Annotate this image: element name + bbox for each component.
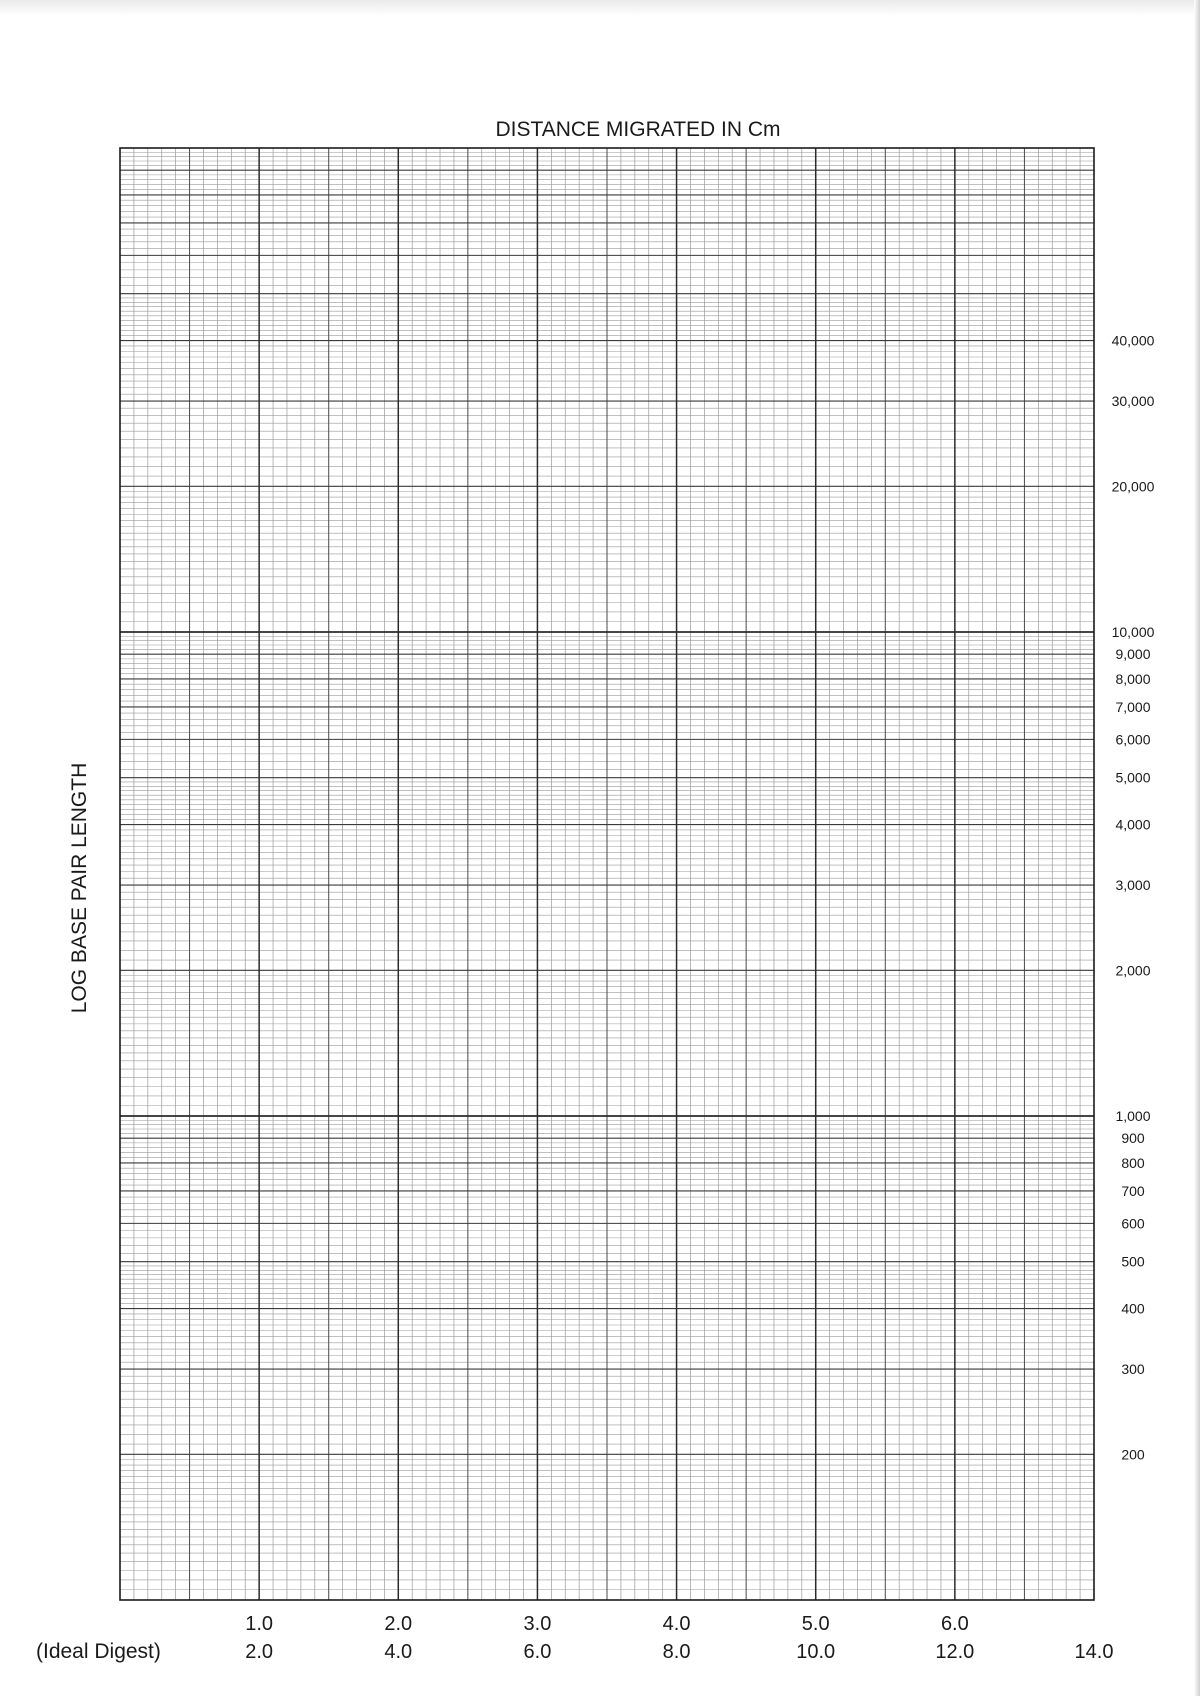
grid-mid-lines: [120, 148, 1094, 1600]
ideal-digest-label: (Ideal Digest): [36, 1640, 161, 1663]
x-digest-tick-label: 8.0: [662, 1641, 691, 1663]
y-tick-label: 7,000: [1115, 698, 1151, 715]
x-digest-tick-label: 4.0: [384, 1641, 413, 1663]
y-tick-label: 9,000: [1115, 646, 1151, 663]
y-tick-label: 6,000: [1115, 731, 1151, 748]
x-tick-label: 6.0: [940, 1613, 969, 1635]
y-axis-label: LOG BASE PAIR LENGTH: [68, 762, 91, 1014]
y-tick-label: 10,000: [1111, 624, 1155, 640]
y-tick-label: 1,000: [1115, 1108, 1151, 1124]
x-tick-label: 4.0: [662, 1613, 691, 1635]
x-tick-label: 5.0: [801, 1613, 830, 1635]
y-tick-label: 8,000: [1115, 670, 1151, 687]
x-digest-tick-label: 14.0: [1074, 1641, 1114, 1663]
y-tick-label: 300: [1121, 1361, 1145, 1378]
y-tick-label: 4,000: [1115, 816, 1151, 833]
y-tick-label: 40,000: [1111, 332, 1155, 349]
x-digest-tick-label: 6.0: [523, 1641, 552, 1663]
x-digest-tick-label: 10.0: [796, 1641, 836, 1663]
y-tick-label: 500: [1121, 1253, 1145, 1270]
x-tick-label: 2.0: [384, 1613, 413, 1635]
y-tick-label: 400: [1121, 1300, 1145, 1317]
x-tick-label: 3.0: [523, 1613, 552, 1635]
x-digest-tick-label: 12.0: [935, 1641, 975, 1663]
y-tick-label: 30,000: [1111, 393, 1155, 410]
y-tick-label: 700: [1121, 1182, 1145, 1199]
chart-title: DISTANCE MIGRATED IN Cm: [495, 118, 781, 141]
x-digest-tick-label: 2.0: [245, 1641, 274, 1663]
y-tick-label: 20,000: [1111, 478, 1155, 495]
x-tick-label: 1.0: [245, 1613, 274, 1635]
y-tick-label: 3,000: [1115, 877, 1151, 894]
y-tick-label: 200: [1121, 1446, 1145, 1463]
y-tick-label: 2,000: [1115, 962, 1151, 979]
y-tick-label: 600: [1121, 1215, 1145, 1232]
x-tick-labels: [245, 1613, 969, 1635]
y-tick-label: 800: [1121, 1154, 1145, 1171]
y-tick-labels: [1112, 333, 1155, 1463]
y-tick-label: 5,000: [1115, 769, 1151, 786]
x-ideal-digest-labels: [245, 1641, 1113, 1663]
y-tick-label: 900: [1121, 1130, 1145, 1147]
